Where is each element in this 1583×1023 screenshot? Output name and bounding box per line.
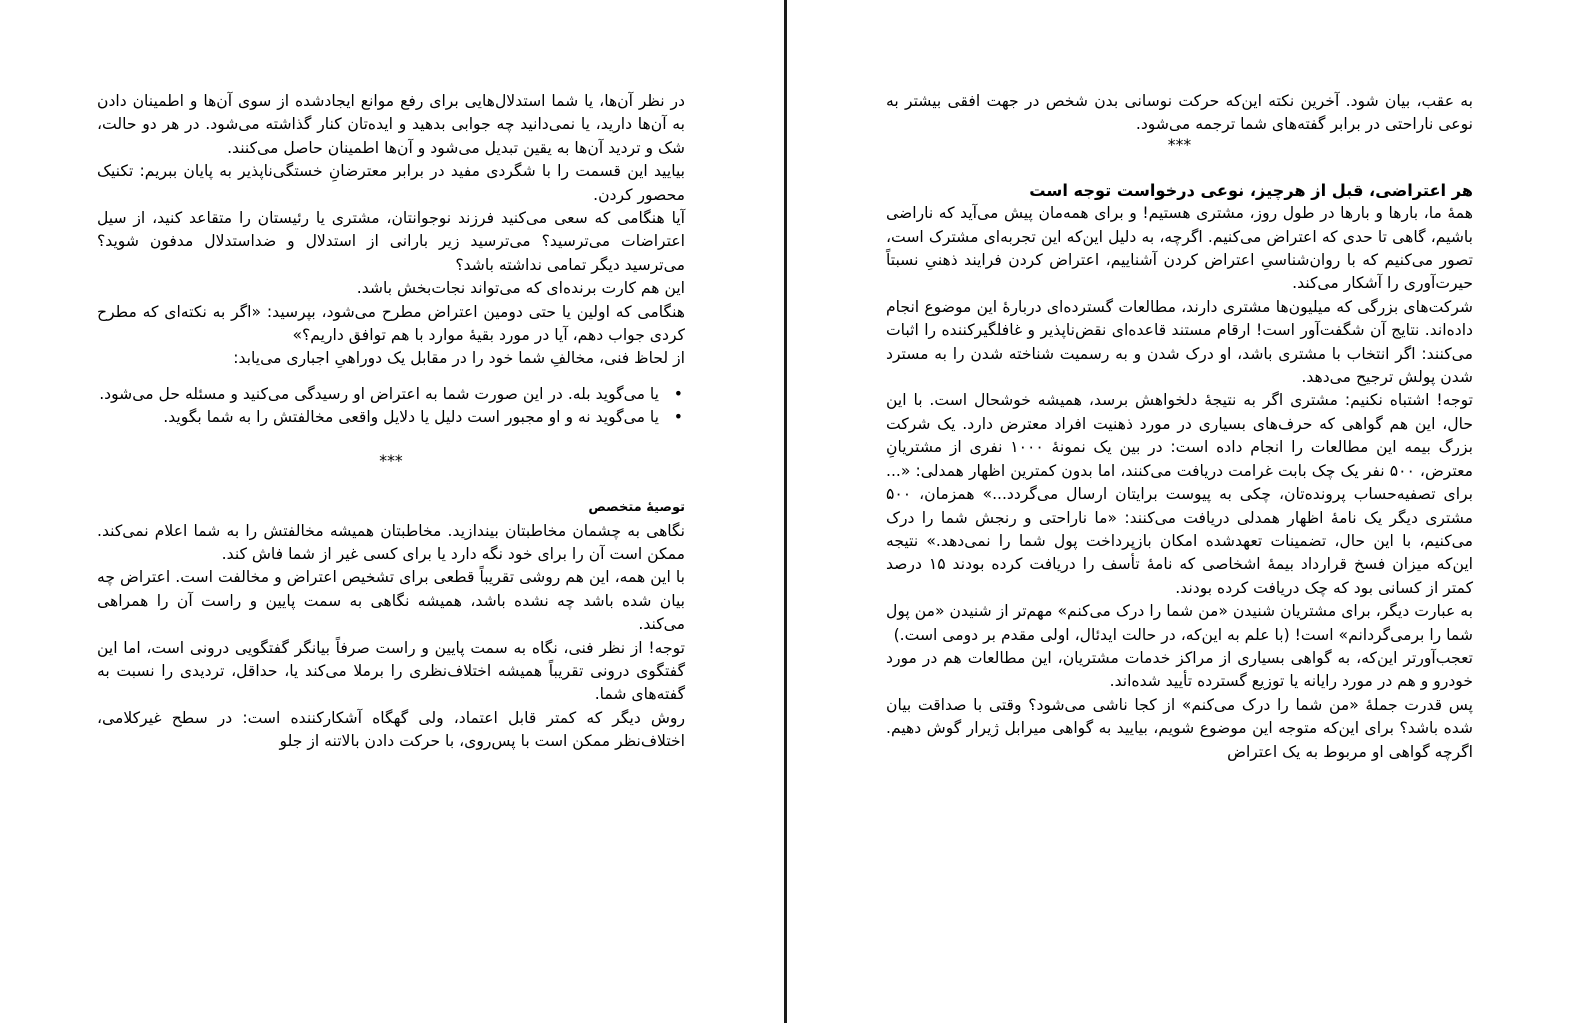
right-paragraph-3: توجه! اشتباه نکنیم: مشتری اگر به نتیجهٔ دلخواهش برسد، همیشه خوشحال است. با این حال، این هم گواهی که حرف‌های بسیاری در مورد ذهنیت افراد معترض دارد. یک شرکت بزرگ بیمه این مطالعات را انجام داده است: در بین یک نمونهٔ ۱۰۰۰ نفری از مشتریانِ معترض، ۵۰۰ نفر یک چک بابت غرامت دریافت می‌کنند، اما بدون کمترین اظهار همدلی: «... برای تصفیه‌حساب پرونده‌تان، چکی به پیوست برایتان ارسال می‌گردد...» همزمان، ۵۰۰ مشتری دیگر یک نامهٔ اظهار همدلی دریافت می‌کنند: «ما ناراحتی و رنجش شما را درک می‌کنیم، با این حال، تضمینات تعهدشده امکان بازپرداخت پول شما را نمی‌دهد.» نتیجه این‌که میزان فسخ قرارداد بیمهٔ اشخاصی که نامهٔ تأسف را دریافت کرده بودند ۱۵ درصد کمتر از کسانی بود که چک دریافت کرده بودند. bbox=[886, 391, 1474, 597]
list-item bbox=[97, 406, 683, 429]
bullet-list bbox=[97, 383, 685, 430]
left-paragraph-1: در نظر آن‌ها، یا شما استدلال‌هایی برای رفع موانع ایجادشده از سوی آن‌ها و اطمینان دادن به آن‌ها دارید، یا نمی‌دانید چه جوابی بدهید و ایده‌تان کنار گذاشته می‌شود. در هر دو حالت، شک و تردید آن‌ها به یقین تبدیل می‌شود و آن‌ها اطمینان حاصل می‌کنند. bbox=[97, 92, 685, 157]
right-paragraph-4: به عبارت دیگر، برای مشتریان شنیدن «من شما را درک می‌کنم» مهم‌تر از شنیدن «من پول شما را برمی‌گردانم» است! (با علم به این‌که، در حالت ایدئال، اولی مقدم بر دومی است.) bbox=[886, 602, 1473, 644]
left-paragraph-8: با این همه، این هم روشی تقریباً قطعی برای تشخیص اعتراض و مخالفت است. اعتراض چه بیان شده باشد چه نشده باشد، همیشه نگاهی به سمت پایین و راست آن را همراهی می‌کند. bbox=[97, 568, 685, 634]
list-item bbox=[97, 383, 683, 406]
bullet-text: یا می‌گوید نه و او مجبور است دلیل یا دلایل واقعی مخالفتش را به شما بگوید. bbox=[163, 408, 659, 427]
left-paragraph-6: از لحاظ فنی، مخالفِ شما خود را در مقابل یک دوراهیِ اجباری می‌یابد: bbox=[233, 349, 685, 368]
right-intro-paragraph: به عقب، بیان شود. آخرین نکته این‌که حرکت نوسانی بدن شخص در جهت افقی بیشتر به نوعی ناراحتی در برابر گفته‌های شما ترجمه می‌شود. bbox=[886, 92, 1473, 134]
section-heading: هر اعتراضی، قبل از هرچیز، نوعی درخواست توجه است bbox=[1029, 180, 1473, 200]
right-paragraph-1: همهٔ ما، بارها و بارها در طول روز، مشتری هستیم! و برای همه‌مان پیش می‌آید که ناراضی باشیم، گاهی تا حدی که اعتراض می‌کنیم. اگرچه، به دلیل این‌که این تجربه‌ای مشترک است، تصور می‌کنیم که با روان‌شناسیِ اعتراض کردن آشناییم، اعتراض کردن فرایند ذهنیِ نسبتاً حیرت‌آوری را آشکار می‌کند. bbox=[886, 204, 1473, 293]
left-paragraph-7: نگاهی به چشمان مخاطبتان بیندازید. مخاطبتان همیشه مخالفتش را به شما اعلام نمی‌کند. ممکن است آن را برای خود نگه دارد یا برای کسی غیر از شما فاش کند. bbox=[97, 521, 685, 563]
bullet-text: یا می‌گوید بله. در این صورت شما به اعتراض او رسیدگی می‌کنید و مسئله حل می‌شود. bbox=[99, 384, 659, 403]
section-separator: *** bbox=[1167, 135, 1192, 154]
left-paragraph-10: روش دیگر که کمتر قابل اعتماد، ولی گهگاه آشکارکننده است: در سطح غیرکلامی، اختلاف‌نظر ممکن است با پس‌روی، با حرکت دادن بالاتنه از جلو bbox=[97, 708, 685, 751]
bullet-icon: • bbox=[673, 408, 683, 427]
left-page bbox=[97, 90, 685, 754]
left-paragraph-4: این هم کارت برنده‌ای که می‌تواند نجات‌بخش باشد. bbox=[356, 279, 685, 298]
right-paragraph-6: پس قدرت جملهٔ «من شما را درک می‌کنم» از کجا ناشی می‌شود؟ وقتی با صداقت بیان شده باشد؟ برای این‌که متوجه این موضوع شویم، بیایید به گواهی میرابل ژیرار گوش دهیم. اگرچه گواهی او مربوط به یک اعتراض bbox=[886, 695, 1473, 761]
right-paragraph-5: تعجب‌آورتر این‌که، به گواهی بسیاری از مراکز خدمات مشتریان، این مطالعات هم در مورد خودرو و هم در مورد رایانه یا توزیع گسترده تأیید شده‌اند. bbox=[886, 648, 1473, 691]
right-page bbox=[886, 90, 1473, 764]
right-paragraph-2: شرکت‌های بزرگی که میلیون‌ها مشتری دارند، مطالعات گسترده‌ای دربارهٔ این موضوع انجام داده‌اند. نتایج آن شگفت‌آور است! ارقام مستند قاعده‌ای نقض‌ناپذیر و غافلگیرکننده را اثبات می‌کنند: اگر انتخاب با مشتری باشد، او درک شدن و به رسمیت شناخته شدن را به مسترد شدن پولش ترجیح می‌دهد. bbox=[886, 297, 1473, 387]
expert-tip-heading: توصیهٔ متخصص bbox=[588, 500, 685, 516]
left-paragraph-5: هنگامی که اولین یا حتی دومین اعتراض مطرح می‌شود، بپرسید: «اگر به نکته‌ای که مطرح کردی جواب دهم، آیا در مورد بقیهٔ موارد با هم توافق داریم؟» bbox=[97, 302, 685, 345]
page-divider bbox=[784, 0, 787, 1023]
left-paragraph-2: بیایید این قسمت را با شگردی مفید در برابر معترضانِ خستگی‌ناپذیر به پایان ببریم: تکنیک محصور کردن. bbox=[97, 162, 685, 204]
left-paragraph-3: آیا هنگامی که سعی می‌کنید فرزند نوجوانتان، مشتری یا رئیستان را متقاعد کنید، از سیل اعتراضات می‌ترسید؟ می‌ترسید زیر بارانی از استدلال و ضداستدلال مدفون شوید؟ می‌ترسید دیگر تمامی نداشته باشد؟ bbox=[97, 209, 685, 274]
section-separator: *** bbox=[379, 451, 403, 470]
bullet-icon: • bbox=[673, 384, 683, 403]
left-paragraph-9: توجه! از نظر فنی، نگاه به سمت پایین و راست صرفاً بیانگر گفتگویی درونی است، اما این گفتگوی درونی تقریباً همیشه اختلاف‌نظری را برملا می‌کند یا، حداقل، تردیدی را نسبت به گفته‌های شما. bbox=[97, 638, 685, 704]
